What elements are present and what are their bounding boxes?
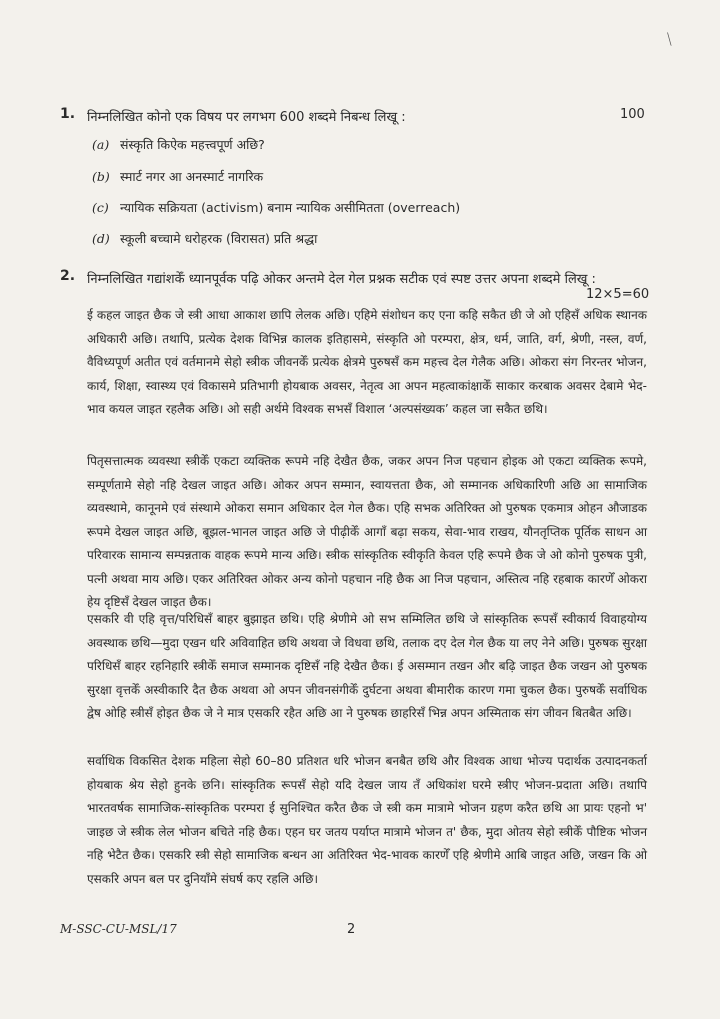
passage-paragraph-1: ई कहल जाइत छैक जे स्त्री आधा आकाश छापि लेलक अछि। एहिमे संशोधन कए एना कहि सकैत छी जे ओ एहिसँ अधिक स्थानक अधिकारी अछि। तथापि, प्रत्येक देशक विभिन्न कालक इतिहासमे, संस्कृति ओ परम्परा, क्षेत्र, धर्म, जाति, वर्ग, श्रेणी, नस्ल, वर्ण, वैविध्यपूर्ण अतीत एवं वर्तमानमे सेहो स्त्रीक जीवनकेँ प्रत्येक क्षेत्रमे पुरुषसँ कम महत्त्व देल गेलैक अछि। ओकरा संग निरन्तर भोजन, कार्य, शिक्षा, स्वास्थ्य एवं विकासमे प्रतिभागी होयबाक अवसर, नेतृत्व आ अपन महत्वाकांक्षाकेँ साकार करबाक अवसर देबामे भेद-भाव कयल जाइत रहलैक अछि। ओ सही अर्थमे विश्वक सभसँ विशाल ‘अल्पसंख्यक’ कहल जा सकैत छथि। — [87, 308, 647, 416]
question-2-marks: 12×5=60 — [586, 287, 650, 302]
question-2-text: निम्नलिखित गद्यांशकेँ ध्यानपूर्वक पढ़ि ओकर अन्तमे देल गेल प्रश्नक सटीक एवं स्पष्ट उत्तर अपना शब्दमे लिखू : — [87, 272, 596, 287]
page-number: 2 — [347, 922, 356, 937]
question-1-option-c — [92, 199, 460, 216]
question-2-number: 2. — [60, 268, 76, 284]
passage-paragraph-3: एसकरि वी एहि वृत्त/परिधिसँ बाहर बुझाइत छथि। एहि श्रेणीमे ओ सभ सम्मिलित छथि जे सांस्कृतिक रूपसँ स्वीकार्य विवाहयोग्य अवस्थाक छथि—मुदा एखन धरि अविवाहित छथि अथवा जे विधवा छथि, तलाक दए देल गेल छैक या लए नेने अछि। पुरुषक सुरक्षा परिधिसँ बाहर रहनिहारि स्त्रीकेँ समाज सम्मानक दृष्टिसँ नहि देखैत छैक। ई असम्मान तखन और बढ़ि जाइत छैक जखन ओ पुरुषक सुरक्षा वृत्तकेँ अस्वीकारि दैत छैक अथवा ओ अपन जीवनसंगीकेँ दुर्घटना अथवा बीमारीक कारण गमा चुकल छैक। पुरुषकेँ सर्वाधिक द्वेष ओहि स्त्रीसँ होइत छैक जे ने मात्र एसकरि रहैत अछि आ ने पुरुषक छाहरिसँ भिन्न अपन अस्मिताक संग जीवन बितबैत अछि। — [87, 612, 647, 720]
paper-code: M-SSC-CU-MSL/17 — [60, 922, 177, 936]
option-text: न्यायिक सक्रियता (activism) बनाम न्यायिक असीमितता (overreach) — [120, 200, 461, 215]
option-text: संस्कृति किऐक महत्त्वपूर्ण अछि? — [120, 137, 265, 152]
option-label: (a) — [92, 137, 110, 152]
option-text: स्मार्ट नगर आ अनस्मार्ट नागरिक — [120, 169, 264, 184]
question-1-number: 1. — [60, 106, 76, 122]
question-1-text: निम्नलिखित कोनो एक विषय पर लगभग 600 शब्दमे निबन्ध लिखू : — [87, 110, 406, 125]
question-1-option-b — [92, 168, 263, 185]
option-label: (c) — [92, 200, 109, 215]
passage-paragraph-2: पितृसत्तात्मक व्यवस्था स्त्रीकेँ एकटा व्यक्तिक रूपमे नहि देखैत छैक, जकर अपन निज पहचान होइक ओ एकटा व्यक्तिक रूपमे, सम्पूर्णतामे सेहो नहि देखल जाइत अछि। ओकर अपन सम्मान, स्वायत्तता छैक, ओ सम्मानक अधिकारिणी अछि आ सामाजिक व्यवस्थामे, कानूनमे एवं संस्थामे ओकरा समान अधिकार देल गेल छैक। एहि सभक अतिरिक्त ओ पुरुषक एकमात्र ओहन औजाडक रूपमे देखल जाइत अछि, बूझल-भानल जाइत अछि जे पीढ़ीकेँ आगाँ बढ़ा सकय, सेवा-भाव राखय, यौनतृप्तिक पूर्तिक साधन आ परिवारक सामान्य सम्पन्नताक वाहक रूपमे मान्य अछि। स्त्रीक सांस्कृतिक स्वीकृति केवल एहि रूपमे छैक जे ओ कोनो पुरुषक पुत्री, पत्नी अथवा माय अछि। एकर अतिरिक्त ओकर अन्य कोनो पहचान नहि छैक आ निज पहचान, अस्तित्व नहि रहबाक कारणेँ ओकरा हेय दृष्टिसँ देखल जाइत छैक। — [87, 454, 647, 609]
option-label: (b) — [92, 169, 110, 184]
passage-paragraph-4: सर्वाधिक विकसित देशक महिला सेहो 60–80 प्रतिशत धरि भोजन बनबैत छथि और विश्वक आधा भोज्य पदार्थक उत्पादनकर्ता होयबाक श्रेय सेहो हुनके छनि। सांस्कृतिक रूपसँ सेहो यदि देखल जाय तँ अधिकांश घरमे स्त्रीए भोजन-प्रदाता अछि। तथापि भारतवर्षक सामाजिक-सांस्कृतिक परम्परा ई सुनिश्चित करैत छैक जे स्त्री कम मात्रामे भोजन ग्रहण करैत छथि आ प्रायः एहनो भ' जाइछ जे स्त्रीक लेल भोजन बचिते नहि छैक। एहन घर जतय पर्याप्त मात्रामे भोजन त' छैक, मुदा ओतय सेहो स्त्रीकेँ पौष्टिक भोजन नहि भेटैत छैक। एसकरि स्त्री सेहो सामाजिक बन्धन आ अतिरिक्त भेद-भावक कारणेँ एहि श्रेणीमे आबि जाइत अछि, जखन कि ओ एसकरि अपन बल पर दुनियाँमे संघर्ष कए रहलि अछि। — [87, 754, 647, 886]
option-label: (d) — [92, 231, 110, 246]
option-text: स्कूली बच्चामे धरोहरक (विरासत) प्रति श्रद्धा — [120, 231, 318, 246]
question-1-marks: 100 — [620, 107, 645, 122]
question-1-option-d — [92, 230, 317, 247]
question-1-option-a — [92, 136, 265, 153]
scan-mark-icon: ⟍ — [661, 30, 677, 50]
